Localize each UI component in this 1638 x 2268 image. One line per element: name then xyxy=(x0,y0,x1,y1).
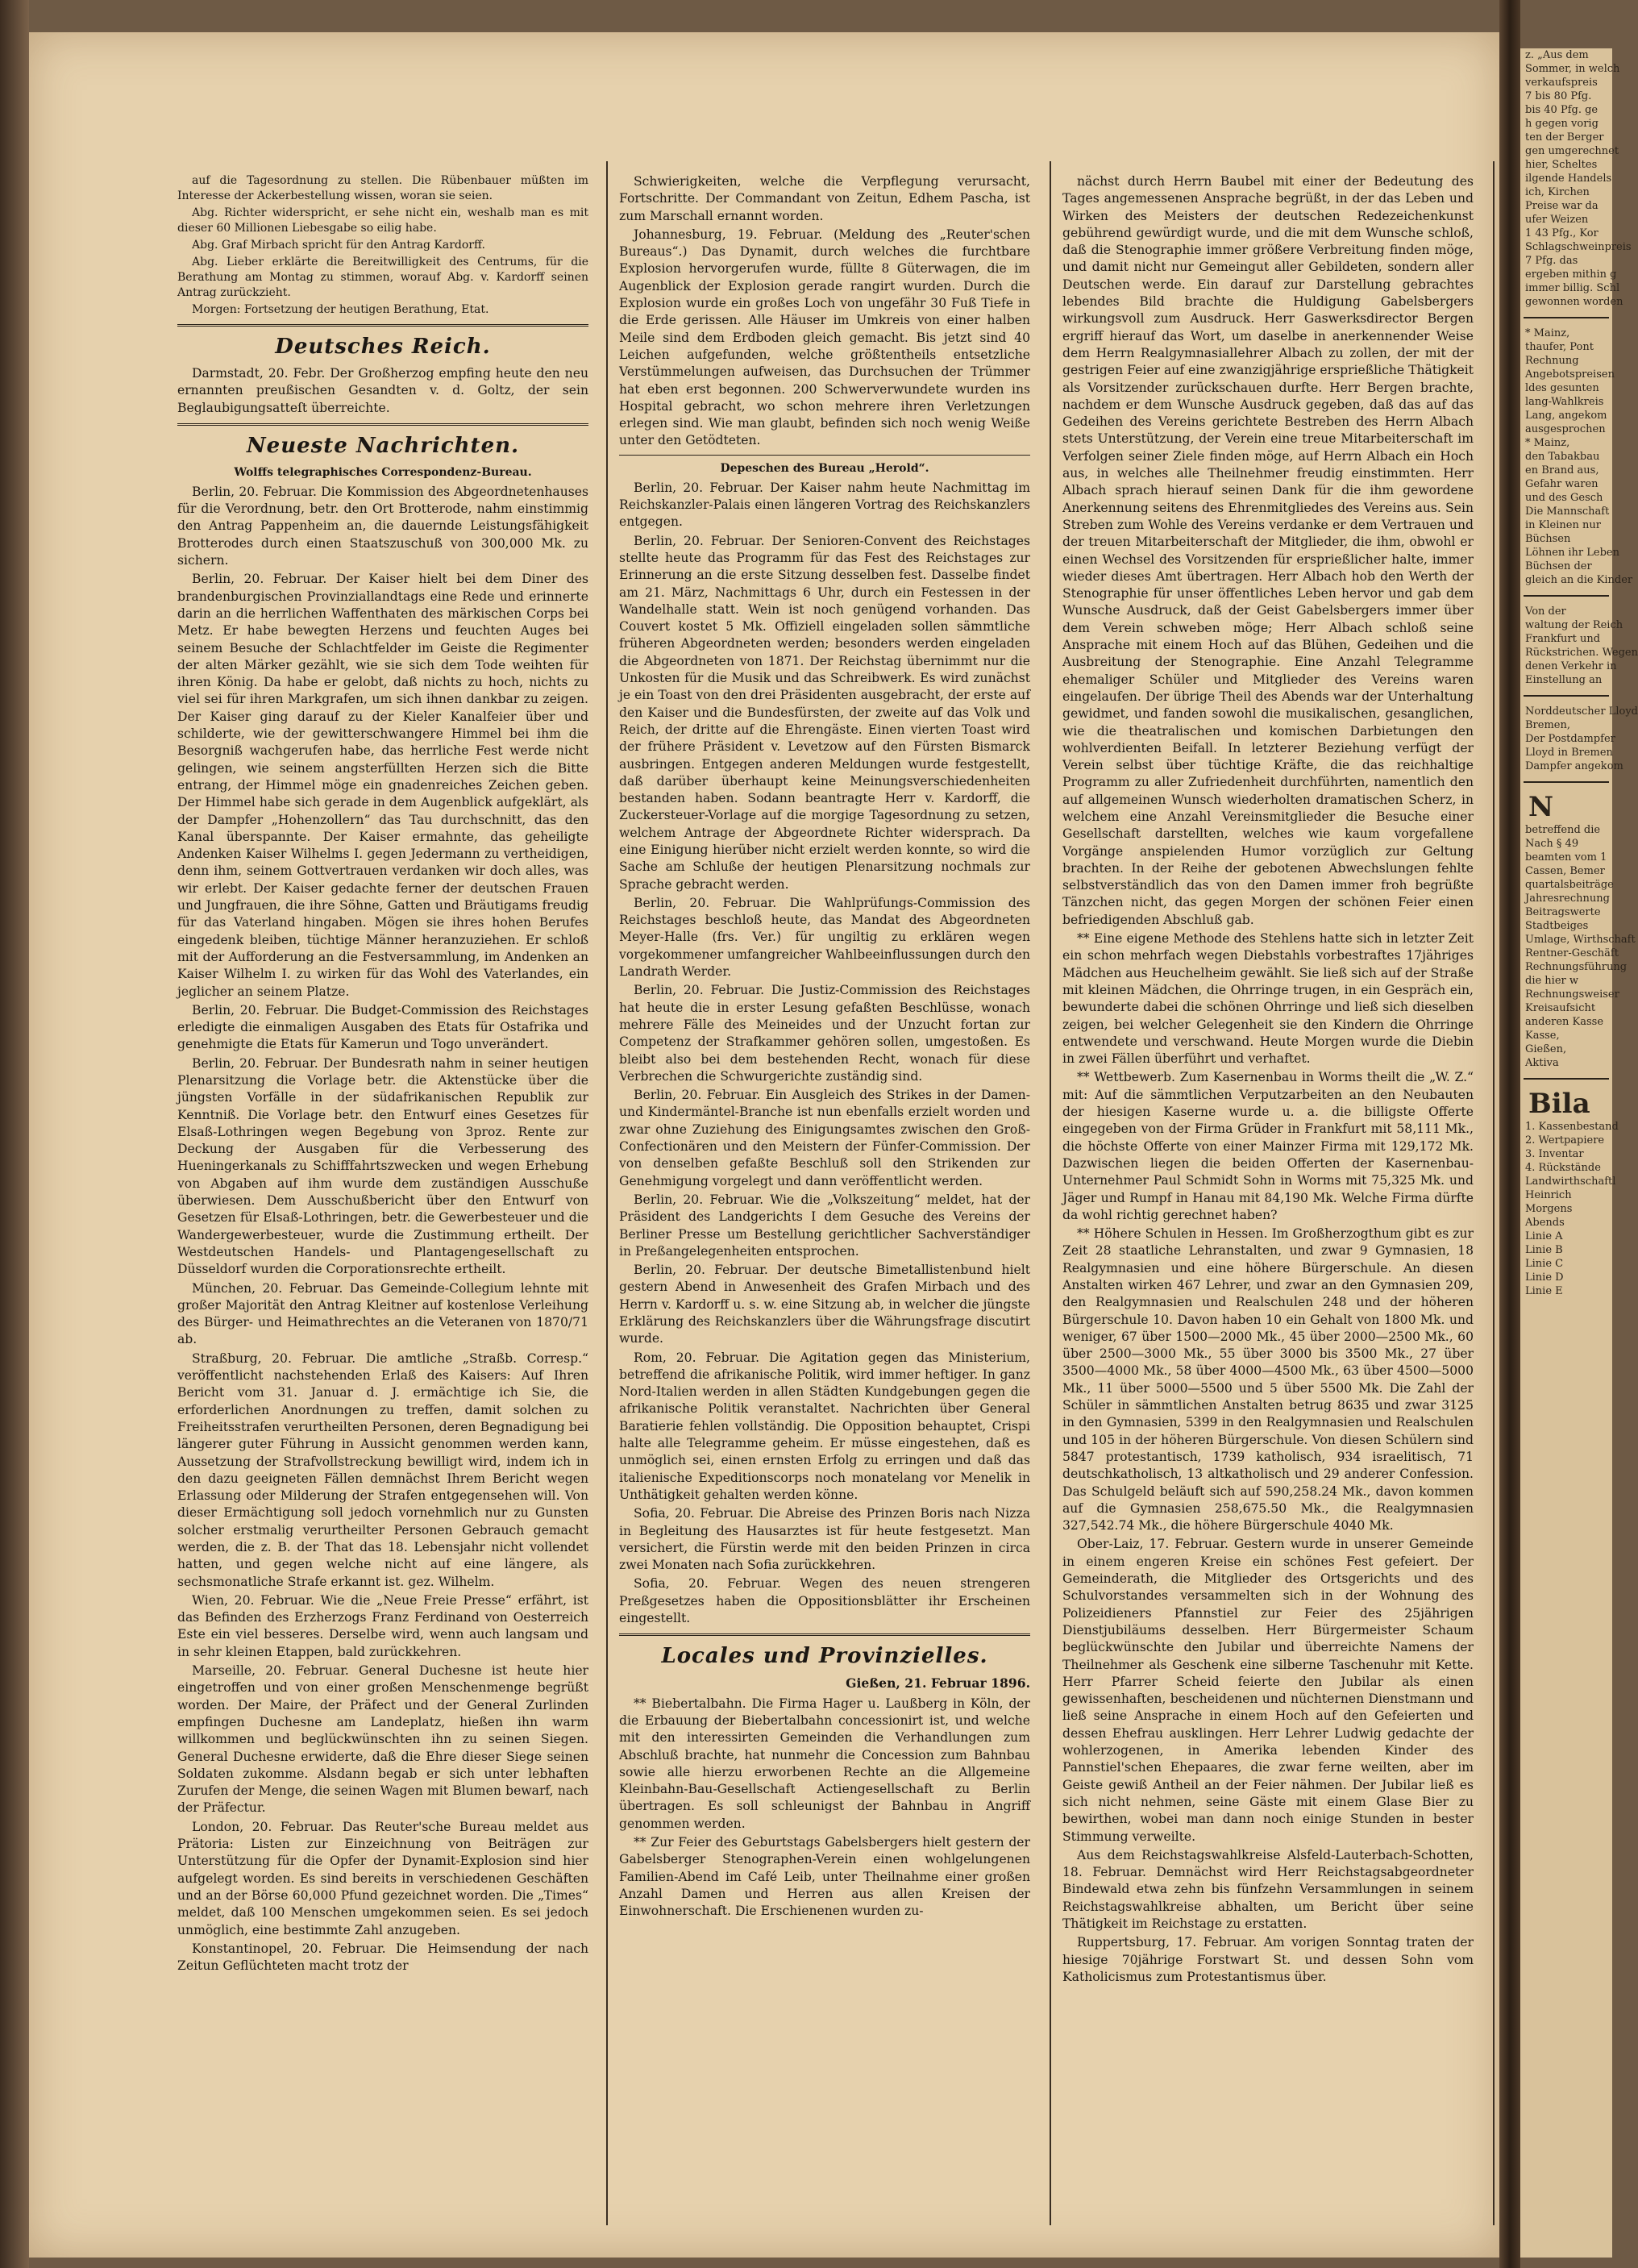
fragment-line: ufer Weizen xyxy=(1525,214,1589,226)
fragment-line: * Mainz, xyxy=(1525,437,1570,449)
fragment-line: Abends xyxy=(1525,1217,1565,1229)
column-1 xyxy=(177,173,588,2237)
article-paragraph: Berlin, 20. Februar. Der Kaiser hielt bei dem Diner des brandenburgischen Provinziallandtags eine Rede und erinnerte darin an die herrlichen Waffenthaten des märkischen Corps bei Metz. Er habe bewegten Herzens und feuchten Auges bei seinem Besuche der Schlachtfelder im Geiste die Regimenter der alten Märker gezählt, wie sie sich dem Tode weihten für ihren König. Da habe er gelobt, daß nichts zu hoch, nichts zu viel sei für ihren Markgrafen, um sich ihnen dankbar zu zeigen. Der Kaiser ging darauf zu der Kieler Kanalfeier über und schilderte, wie der gewitterschwangere Himmel bei ihm die Besorgniß wachgerufen habe, das herrliche Fest werde nicht gelingen, wie seinem angsterfüllten Herzen sich die Bitte entrang, der Himmel möge ein gnadenreiches Zeichen geben. Der Himmel habe sich gerade in dem Augenblick aufgeklärt, als der Dampfer „Hohenzollern“ das Tau durchschnitt, das den Kanal überspannte. Der Kaiser ermahnte, das geheiligte Andenken Kaiser Wilhelms I. gegen Jedermann zu vertheidigen, denn ihm, seinem Gottvertrauen verdanken wir doch alles, was wir erlebt. Der Kaiser gedachte ferner der deutschen Frauen und Jungfrauen, die ihre Söhne, Gatten und Bräutigams freudig für das Vaterland hingaben. Mögen sie ihres hohen Berufes eingedenk bleiben, tüchtige Männer heranzuziehen. Er schloß mit der Aufforderung an die Festversammlung, im Andenken an Kaiser Wilhelm I. zu wirken für das Wohl des Vaterlandes, ein jeglicher an seinem Platze. xyxy=(177,572,588,999)
fragment-line: in Kleinen nur xyxy=(1525,519,1601,531)
facing-page-big-letter: N xyxy=(1528,791,1554,823)
fragment-line: Heinrich xyxy=(1525,1189,1572,1201)
fragment-line: ilgende Handels xyxy=(1525,173,1612,185)
fragment-line: Büchsen xyxy=(1525,533,1571,545)
local-dateline: Gießen, 21. Februar 1896. xyxy=(846,1675,1030,1692)
article-paragraph: Marseille, 20. Februar. General Duchesne ist heute hier eingetroffen und von einer großen Menschenmenge begrüßt worden. Der Maire, der Präfect und der General Zurlinden empfingen Duchesne am Landeplatz, hießen ihn warm willkommen und beglückwünschten ihn zu seinen Siegen. General Duchesne erwiderte, daß die Ehre dieser Siege seinen Soldaten zukomme. Alsdann begab er sich unter lebhaften Zurufen der Menge, die seinen Wagen mit Blumen bewarf, nach der Präfectur. xyxy=(177,1663,588,1816)
article-paragraph: Aus dem Reichstagswahlkreise Alsfeld-Lauterbach-Schotten, 18. Februar. Demnächst wird Herr Reichstagsabgeordneter Bindewald etwa zehn bis fünfzehn Versammlungen in seinem Reichstagswahlkreise abhalten, um Bericht über seine Thätigkeit im Reichstage zu erstatten. xyxy=(1062,1847,1474,1931)
fragment-line: Landwirthschaftl xyxy=(1525,1176,1616,1188)
facing-page-fragment xyxy=(1520,48,1638,2258)
wolff-bureau-subtitle: Wolffs telegraphisches Correspondenz-Bureau. xyxy=(234,465,532,479)
fragment-line: immer billig. Schl xyxy=(1525,282,1620,294)
fragment-line: Stadtbeiges xyxy=(1525,920,1589,932)
fragment-line: Die Mannschaft xyxy=(1525,506,1610,518)
fragment-line: Linie C xyxy=(1525,1258,1564,1270)
fragment-line: Löhnen ihr Leben xyxy=(1525,547,1619,559)
fragment-line: gleich an die Kinder xyxy=(1525,574,1633,586)
local-news xyxy=(619,1696,1030,1921)
fragment-line: 2. Wertpapiere xyxy=(1525,1134,1605,1146)
fragment-line: ldes gesunten xyxy=(1525,382,1599,394)
column-2 xyxy=(619,173,1030,2237)
divider xyxy=(1524,781,1609,783)
fragment-line: Aktiva xyxy=(1525,1057,1559,1069)
fragment-line: 1 43 Pfg., Kor xyxy=(1525,227,1599,239)
facing-page-notice xyxy=(1520,823,1636,1070)
fragment-line: Der Postdampfer xyxy=(1525,733,1615,745)
neueste-nachrichten-body xyxy=(177,484,588,1975)
section-divider xyxy=(177,423,588,426)
fragment-line: 3. Inventar xyxy=(1525,1148,1584,1160)
fragment-line: Gefahr waren xyxy=(1525,478,1599,490)
fragment-line: waltung der Reich xyxy=(1525,619,1623,631)
section-divider xyxy=(619,1633,1030,1636)
fragment-line: en Brand aus, xyxy=(1525,464,1599,476)
deutsches-reich-body xyxy=(177,365,588,417)
fragment-line: Frankfurt und xyxy=(1525,633,1601,645)
fragment-line: Nach § 49 xyxy=(1525,838,1579,850)
article-paragraph: Abg. Richter widerspricht, er sehe nicht ein, weshalb man es mit dieser 60 Millionen Liebesgabe so eilig habe. xyxy=(177,206,588,235)
fragment-line: lang-Wahlkreis xyxy=(1525,396,1604,408)
article-paragraph: Berlin, 20. Februar. Der Kaiser nahm heute Nachmittag im Reichskanzler-Palais einen längeren Vortrag des Reichskanzlers entgegen. xyxy=(619,480,1030,530)
column-rule-1 xyxy=(606,161,608,2225)
fragment-line: * Mainz, xyxy=(1525,327,1570,339)
article-paragraph: ** Biebertalbahn. Die Firma Hager u. Laußberg in Köln, der die Erbauung der Biebertalbahn concessionirt ist, und welche mit den interessirten Gemeinden die Verhandlungen zum Abschluß brachte, hat nunmehr die Concession zum Bahnbau sowie alle hierzu erworbenen Rechte an die Allgemeine Kleinbahn-Bau-Gesellschaft Actiengesellschaft zu Berlin übertragen. Es soll schleunigst der Bahnbau in Angriff genommen werden. xyxy=(619,1696,1030,1831)
facing-page-top xyxy=(1520,48,1632,309)
article-paragraph: Berlin, 20. Februar. Die Kommission des Abgeordnetenhauses für die Verordnung, betr. den Ort Brotterode, nahm einstimmig den Antrag Pappenheim an, die dauernde Leistungsfähigkeit Brotterodes durch einen Staatszuschuß von 300,000 Mk. zu sichern. xyxy=(177,484,588,568)
article-paragraph: Ruppertsburg, 17. Februar. Am vorigen Sonntag traten der hiesige 70jährige Forstwart St. und dessen Sohn vom Katholicismus zum Protestantismus über. xyxy=(1062,1935,1474,1984)
fragment-line: hier, Scheltes xyxy=(1525,159,1598,171)
article-paragraph: Straßburg, 20. Februar. Die amtliche „Straßb. Corresp.“ veröffentlicht nachstehenden Erlaß des Kaisers: Auf Ihren Bericht vom 31. Januar d. J. ermächtige ich Sie, die erforderlichen Anordnungen zu treffen, damit solchen zu Freiheitsstrafen verurtheilten Personen, deren Begnadigung bei längerer guter Führung in Aussicht genommen werden kann, Aussetzung der Strafvollstreckung bewilligt wird, indem ich in den dazu geeigneten Fällen demnächst Ihrem Bericht wegen Erlassung oder Milderung der Strafen entgegensehen will. Von dieser Ermächtigung soll jedoch vornehmlich nur zu Gunsten solcher erstmalig verurtheilter Personen Gebrauch gemacht werden, die z. B. der That das 18. Lebensjahr nicht vollendet hatten, und gegen welche nicht auf eine längere, als sechsmonatliche Strafe erkannt ist. gez. Wilhelm. xyxy=(177,1350,588,1589)
fragment-line: Angebotspreisen xyxy=(1525,368,1615,381)
fragment-line: Rentner-Geschäft xyxy=(1525,947,1619,959)
article-paragraph: ** Eine eigene Methode des Stehlens hatte sich in letzter Zeit ein schon mehrfach wegen Diebstahls vorbestraftes 17jähriges Mädchen aus Heuchelheim gewählt. Sie ließ sich auf der Straße mit kleinen Mädchen, die Ohrringe trugen, in ein Gespräch ein, bewunderte dabei die schönen Ohrringe und ließ sich dieselben zeigen, bei welcher Gelegenheit sie den Kindern die Ohrringe entwendete und verschwand. Heute Morgen wurde die Diebin in zwei Fällen überführt und verhaftet. xyxy=(1062,931,1474,1067)
fragment-line: Kreisaufsicht xyxy=(1525,1002,1596,1014)
fragment-line: betreffend die xyxy=(1525,824,1601,836)
fragment-line: 4. Rückstände xyxy=(1525,1162,1601,1174)
article-paragraph: Ober-Laiz, 17. Februar. Gestern wurde in unserer Gemeinde in einem engeren Kreise ein schönes Fest gefeiert. Der Gemeinderath, die Mitglieder des Ortsgerichts und des Schulvorstandes versammelten sich in der Wohnung des Polizeidieners Pfannstiel zur Feier des 25jährigen Dienstjubiläums desselben. Herr Bürgermeister Schaum beglückwünschte den Jubilar und überreichte Namens der Theilnehmer als Geschenk eine silberne Taschenuhr mit Kette. Herr Pfarrer Scheid feierte den Jubilar als einen gewissenhaften, bescheidenen und nüchternen Dienstmann und ließ seine Ansprache in einem Hoch auf den Gefeierten und dessen Ehefrau ausklingen. Herr Lehrer Ludwig gedachte der wohlerzogenen, in Amerika lebenden Kinder des Pannstiel'schen Ehepaares, die zwar ferne weilten, aber im Geiste gewiß Antheil an der Feier nähmen. Der Jubilar ließ es sich nicht nehmen, seine Gäste mit einem Glase Bier zu bewirthen, wobei man dann noch einige Stunden in bester Stimmung verweilte. xyxy=(1062,1537,1474,1844)
facing-page-shipping xyxy=(1520,705,1638,773)
fragment-line: Von der xyxy=(1525,605,1566,618)
article-paragraph: Berlin, 20. Februar. Der Senioren-Convent des Reichstages stellte heute das Programm für das Fest des Reichstages zur Erinnerung an die erste Sitzung desselben fest. Dasselbe findet am 21. März, Nachmittags 6 Uhr, durch ein Festessen in der Wandelhalle statt. Wein ist noch genügend vorhanden. Das Couvert kostet 5 Mk. Offiziell eingeladen sollen sämmtliche früheren Abgeordneten werden; besonders werden eingeladen die Abgeordneten von 1871. Der Reichstag übernimmt nur die Unkosten für die Musik und das Schreibwerk. Es wird zunächst je ein Toast von den drei Präsidenten ausgebracht, der erste auf den Kaiser und die Bundesfürsten, der zweite auf das Volk und Reich, der dritte auf die Ehrengäste. Einen vierten Toast wird der frühere Präsident v. Levetzow auf den Fürsten Bismarck ausbringen. Entgegen anderen Meldungen wurde festgestellt, daß darüber überhaupt keine Meinungsverschiedenheiten bestanden haben. Sodann beantragte Herr v. Kardorff, die Zuckersteuer-Vorlage auf die morgige Tagesordnung zu setzen, welchem Antrage der Abgeordnete Richter widersprach. Da eine Einigung hierüber nicht erzielt werden konnte, so wird die Sache am Schluße der heutigen Plenarsitzung nochmals zur Sprache gebracht werden. xyxy=(619,533,1030,892)
article-paragraph: Konstantinopel, 20. Februar. Die Heimsendung der nach Zeitun Geflüchteten macht trotz der xyxy=(177,1941,588,1974)
article-paragraph: London, 20. Februar. Das Reuter'sche Bureau meldet aus Prätoria: Listen zur Einzeichnung von Beiträgen zur Unterstützung für die Opfer der Dynamit-Explosion sind hier aufgelegt worden. Es sind bereits in verschiedenen Geschäften und an der Börse 60,000 Pfund gezeichnet worden. Die „Times“ meldet, daß 100 Menschen umgekommen seien. Es sei jedoch unmöglich, eine bestimmte Zahl anzugeben. xyxy=(177,1819,588,1937)
fragment-line: Norddeutscher Lloyd xyxy=(1525,705,1638,718)
article-paragraph: Berlin, 20. Februar. Ein Ausgleich des Strikes in der Damen- und Kindermäntel-Branche ist nun ebenfalls erzielt worden und zwar ohne Zuziehung des Einigungsamtes zwischen den Groß-Confectionären und den Meistern der Fünfer-Commission. Der von denselben gefaßte Beschluß soll den Strikenden zur Genehmigung vorgelegt und dann veröffentlicht werden. xyxy=(619,1088,1030,1188)
fragment-line: gen umgerechnet xyxy=(1525,145,1619,157)
continued-news xyxy=(619,173,1030,450)
article-paragraph: Darmstadt, 20. Febr. Der Großherzog empfing heute den neu ernannten preußischen Gesandten v. d. Goltz, der sein Beglaubigungsatteſt überreichte. xyxy=(177,366,588,415)
fragment-line: Morgens xyxy=(1525,1203,1573,1215)
book-edge xyxy=(0,0,29,2268)
fragment-line: die hier w xyxy=(1525,975,1579,987)
article-paragraph: ** Wettbewerb. Zum Kasernenbau in Worms theilt die „W. Z.“ mit: Auf die sämmtlichen Verputzarbeiten an den Neubauten der hiesigen Kaserne wurde u. a. die billigste Offerte eingegeben von der Firma Grüder in Frankfurt mit 58,111 Mk., die höchste Offerte von einer Mainzer Firma mit 129,172 Mk. Dazwischen liegen die beiden Offerten der Kasernenbau-Unternehmer Paul Schmidt Sohn in Worms mit 75,325 Mk. und Jäger und Rumpf in Hanau mit 84,190 Mk. Welche Firma dürfte da wohl richtig gerechnet haben? xyxy=(1062,1070,1474,1222)
fragment-line: z. „Aus dem xyxy=(1525,49,1589,61)
column-rule-3 xyxy=(1493,161,1495,2225)
article-paragraph: Johannesburg, 19. Februar. (Meldung des „Reuter'schen Bureaus“.) Das Dynamit, durch welches die furchtbare Explosion hervorgerufen wurde, füllte 8 Güterwagen, die im Augenblick der Explosion gerade rangirt wurden. Durch die Explosion wurde ein großes Loch von ungefähr 30 Fuß Tiefe in die Erde gerissen. Alle Häuser im Umkreis von einer halben Meile sind dem Erdboden gleich gemacht. Bis jetzt sind 40 Leichen aufgefunden, welche größtentheils entsetzliche Verstümmelungen aufweisen, das Durchsuchen der Trümmer hat eben erst begonnen. 200 Schwerverwundete wurden ins Hospital gebracht, wo schon mehrere ihren Verletzungen erlegen sind. Wie man glaubt, befinden sich noch wenig Weiße unter den Getödteten. xyxy=(619,227,1030,448)
section-title-locales: Locales und Provinzielles. xyxy=(661,1644,988,1669)
fragment-line: 7 Pfg. das xyxy=(1525,255,1578,267)
article-paragraph: ** Zur Feier des Geburtstags Gabelsbergers hielt gestern der Gabelsberger Stenographen-Verein einen wohlgelungenen Familien-Abend im Café Leib, unter Theilnahme einer großen Anzahl Damen und Herren aus allen Kreisen der Einwohnerschaft. Die Erschienenen wurden zu- xyxy=(619,1835,1030,1919)
fragment-line: denen Verkehr in xyxy=(1525,660,1617,672)
fragment-line: Schlagschweinpreis xyxy=(1525,241,1632,253)
fragment-line: Sommer, in welch xyxy=(1525,63,1620,75)
column-3 xyxy=(1062,173,1474,2237)
herold-dispatches xyxy=(619,480,1030,1628)
fragment-line: Linie E xyxy=(1525,1285,1563,1297)
fragment-line: Kasse, xyxy=(1525,1030,1560,1042)
article-paragraph: Morgen: Fortsetzung der heutigen Berathung, Etat. xyxy=(192,303,489,316)
fragment-line: Rechnungsführung xyxy=(1525,961,1628,973)
facing-page-bottom xyxy=(1520,1120,1619,1298)
fragment-line: Einstellung an xyxy=(1525,674,1603,686)
herold-subtitle: Depeschen des Bureau „Herold“. xyxy=(720,461,929,475)
article-paragraph: Wien, 20. Februar. Wie die „Neue Freie Presse“ erfährt, ist das Befinden des Erzherzogs Franz Ferdinand von Oesterreich Este ein viel besseres. Derselbe wird, wenn auch langsam und in sehr kleinen Etappen, bald zurückkehren. xyxy=(177,1592,588,1659)
article-paragraph: Berlin, 20. Februar. Die Wahlprüfungs-Commission des Reichstages beschloß heute, das Mandat des Abgeordneten Meyer-Halle (frs. Ver.) für ungiltig zu erklären wegen vorgekommener umfangreicher Wahlbeeinflussungen durch den Landrath Werder. xyxy=(619,895,1030,980)
divider xyxy=(1524,595,1609,597)
fragment-line: ausgesprochen xyxy=(1525,423,1606,435)
fragment-line: Linie B xyxy=(1525,1244,1563,1256)
local-news-continued xyxy=(1062,173,1474,1986)
article-paragraph: Schwierigkeiten, welche die Verpflegung verursacht, Fortschritte. Der Commandant von Zeitun, Edhem Pascha, ist zum Marschall ernannt worden. xyxy=(619,174,1030,223)
fragment-line: ich, Kirchen xyxy=(1525,186,1590,198)
fragment-line: verkaufspreis xyxy=(1525,77,1598,89)
fragment-line: h gegen vorig xyxy=(1525,118,1599,130)
facing-page-big-letters: Bila xyxy=(1528,1088,1590,1120)
fragment-line: Rückstrichen. Wegen xyxy=(1525,647,1638,659)
fragment-line: 7 bis 80 Pfg. xyxy=(1525,90,1592,102)
article-paragraph: Berlin, 20. Februar. Der Bundesrath nahm in seiner heutigen Plenarsitzung die Vorlage betr. die Aktenstücke über die jüngsten Vorfälle in der südafrikanischen Republik zur Kenntniß. Die Vorlage betr. den Entwurf eines Gesetzes für Elsaß-Lothringen wegen Begebung von 3proz. Rente zur Deckung der Ausgaben für die Verbesserung des Hueningerkanals zu Schifffahrtszwecken und wegen Erhebung von Abgaben auf ihm wurde dem zuständigen Ausschuße überwiesen. Dem Ausschußbericht über den Entwurf von Gesetzen für Elsaß-Lothringen, betr. die Gewerbesteuer und die Wandergewerbesteuer, wurde die Zustimmung ertheilt. Der Westdeutschen Handels- und Plantagengesellschaft zu Düsseldorf wurden die Corporationsrechte ertheilt. xyxy=(177,1055,588,1277)
fragment-line: Beitragswerte xyxy=(1525,906,1601,918)
fragment-line: Rechnungsweiser xyxy=(1525,988,1619,1001)
fragment-line: Linie D xyxy=(1525,1271,1564,1284)
fragment-line: Gießen, xyxy=(1525,1043,1567,1055)
fragment-line: den Tabakbau xyxy=(1525,451,1600,463)
fragment-line: Jahresrechnung xyxy=(1525,893,1610,905)
fragment-line: anderen Kasse xyxy=(1525,1016,1604,1028)
facing-page-lower xyxy=(1520,605,1638,687)
fragment-line: thaufer, Pont xyxy=(1525,341,1594,353)
divider xyxy=(1524,317,1609,318)
article-paragraph: Sofia, 20. Februar. Wegen des neuen strengeren Preßgesetzes haben die Oppositionsblätter ihr Erscheinen eingestellt. xyxy=(619,1576,1030,1626)
fragment-line: Umlage, Wirthschaft xyxy=(1525,934,1636,946)
fragment-line: Dampfer angekom xyxy=(1525,760,1623,772)
fragment-line: beamten vom 1 xyxy=(1525,851,1607,864)
section-title-neueste-nachrichten: Neueste Nachrichten. xyxy=(246,433,520,458)
article-paragraph: nächst durch Herrn Baubel mit einer der Bedeutung des Tages angemessenen Ansprache begrüßt, in der das Leben und Wirken des Meisters der deutschen Redezeichenkunst gebührend gewürdigt wurde, und die mit dem Wunsche schloß, daß die Stenographie immer größere Verbreitung finden möge, und damit nicht nur Gemeingut aller Gebildeten, sondern aller Deutschen werde. Ein darauf zur Darstellung gebrachtes lebendes Bild brachte die Huldigung Gabelsbergers wirkungsvoll zum Ausdruck. Herr Gaswerksdirector Bergen ergriff hierauf das Wort, um daselbe in anerkennender Weise dem Herrn Realgymnasiallehrer Albach zu zollen, der mit der gestrigen Feier auf eine zwanzigjährige ersprießliche Thätigkeit als Vorsitzender zurückschauen durfte. Herr Bergen brachte, nachdem er dem Wunsche Ausdruck gegeben, daß das auf das Gedeihen des Vereins gerichtete Bestreben des Herrn Albach stets Unterstützung, der Verein eine treue Mitarbeiterschaft im Verfolgen seiner Ziele finden möge, auf Herrn Albach ein Hoch aus, in welches alle Theilnehmer freudig einstimmten. Herr Albach sprach hierauf seinen Dank für die ihm gewordene Anerkennung seitens des Ehrenmitgliedes des Vereins aus. Sein Streben zum Wohle des Vereins verdanke er dem Vertrauen und der treuen Mitarbeiterschaft der Mitglieder, die ihm, obwohl er einen Wechsel des Vorsitzenden für ersprießlicher halte, immer wieder dieses Amt übertragen. Herr Albach hob den Werth der Stenographie für unser öffentliches Leben hervor und gab dem Wunsche Ausdruck, daß der Geist Gabelsbergers immer über dem Verein schweben möge; Herr Albach schloß seine Ansprache mit einem Hoch auf das Blühen, Gedeihen und die Ausbreitung der Stenographie. Eine Anzahl Telegramme ehemaliger Schüler und Mitglieder des Vereins waren eingelaufen. Der übrige Theil des Abends war der Unterhaltung gewidmet, und fanden sowohl die musikalischen, gesanglichen, wie die theatralischen und komischen Darbietungen den wohlverdienten Beifall. In letzterer Beziehung verfügt der Verein selbst über tüchtige Kräfte, die das reichhaltige Programm zu aller Zufriedenheit durchführten, namentlich den auf allgemeinen Wunsch wiederholten dramatischen Scherz, in welchem eine Anzahl Vereinsmitglieder die Besuche einer Gesellschaft darstellten, welches wie kaum vorgefallene Vorgänge anspielenden Humor vorzüglich zur Geltung brachten. In der Reihe der gebotenen Abwechslungen fehlte selbstverständlich das von den Damen immer froh begrüßte Tänzchen nicht, das gegen Morgen der schönen Feier einen befriedigenden Abschluß gab. xyxy=(1062,174,1474,927)
fragment-line: Lang, angekom xyxy=(1525,410,1607,422)
divider xyxy=(1524,695,1609,697)
fragment-line: bis 40 Pfg. ge xyxy=(1525,104,1599,116)
fragment-line: ergeben mithin g xyxy=(1525,268,1617,281)
fragment-line: Büchsen der xyxy=(1525,560,1592,572)
article-paragraph: Sofia, 20. Februar. Die Abreise des Prinzen Boris nach Nizza in Begleitung des Hausarztes ist für heute festgesetzt. Man versichert, die Fürstin werde mit den beiden Prinzen in circa zwei Monaten nach Sofia zurückkehren. xyxy=(619,1506,1030,1573)
article-paragraph: Rom, 20. Februar. Die Agitation gegen das Ministerium, betreffend die afrikanische Politik, wird immer heftiger. In ganz Nord-Italien werden in allen Städten Kundgebungen gegen die afrikanische Politik veranstaltet. Nachrichten über General Baratierie fehlen vollständig. Die Opposition behauptet, Crispi halte alle Telegramme geheim. Er müsse eingestehen, daß es unmöglich sei, einen ernsten Erfolg zu erringen und daß das italienische Expeditionscorps noch monatelang vor Menelik in Unthätigkeit gehalten werden könne. xyxy=(619,1350,1030,1502)
fragment-line: Lloyd in Bremen xyxy=(1525,747,1613,759)
book-spine xyxy=(1499,0,1520,2268)
article-paragraph: Berlin, 20. Februar. Die Budget-Commission des Reichstages erledigte die einmaligen Ausgaben des Etats für Ostafrika und genehmigte die Etats für Kamerun und Togo unverändert. xyxy=(177,1002,588,1052)
fragment-line: und des Gesch xyxy=(1525,492,1603,504)
article-paragraph: Abg. Lieber erklärte die Bereitwilligkeit des Centrums, für die Berathung am Montag zu stimmen, worauf Abg. v. Kardorff seinen Antrag zurückzieht. xyxy=(177,256,588,299)
fragment-line: Rechnung xyxy=(1525,355,1579,367)
article-paragraph: ** Höhere Schulen in Hessen. Im Großherzogthum gibt es zur Zeit 28 staatliche Lehranstalten, und zwar 9 Gymnasien, 18 Realgymnasien und eine höhere Bürgerschule. An diesen Anstalten wirken 467 Lehrer, und zwar an den Gymnasien 209, den Realgymnasien und Realschulen 248 und der höheren Bürgerschule 10. Davon haben 10 ein Gehalt von 1800 Mk. und weniger, 67 über 1500—2000 Mk., 45 über 2000—2500 Mk., 60 über 2500—3000 Mk., 55 über 3000 bis 3500 Mk., 27 über 3500—4000 Mk., 58 über 4000—4500 Mk., 63 über 4500—5000 Mk., 11 über 5000—5500 und 5 über 5500 Mk. Die Zahl der Schüler in sämmtlichen Anstalten betrug 8635 und zwar 3125 in den Gymnasien, 5399 in den Realgymnasien und Realschulen und 105 in der höheren Bürgerschule. Von diesen Schülern sind 5847 protestantisch, 1739 katholisch, 934 israelitisch, 71 deutschkatholisch, 13 altkatholisch und 29 anderer Confession. Das Schulgeld beläuft sich auf 590,258.24 Mk., davon kommen auf die Gymnasien 258,675.50 Mk., die Realgymnasien 327,542.74 Mk., die höhere Bürgerschule 4040 Mk. xyxy=(1062,1226,1474,1534)
facing-page-middle xyxy=(1520,327,1633,587)
article-paragraph: Berlin, 20. Februar. Der deutsche Bimetallistenbund hielt gestern Abend in Anwesenheit des Grafen Mirbach und des Herrn v. Kardorff u. s. w. eine Sitzung ab, in welcher die jüngste Erklärung des Reichskanzlers über die Währungsfrage discutirt wurde. xyxy=(619,1263,1030,1346)
fragment-line: Preise war da xyxy=(1525,200,1599,212)
parliament-report xyxy=(177,173,588,318)
fragment-line: 1. Kassenbestand xyxy=(1525,1121,1619,1133)
fragment-line: Cassen, Bemer xyxy=(1525,865,1605,877)
fragment-line: ten der Berger xyxy=(1525,131,1604,144)
section-divider xyxy=(177,324,588,327)
fragment-line: Bremen, xyxy=(1525,719,1570,731)
article-paragraph: Berlin, 20. Februar. Wie die „Volkszeitung“ meldet, hat der Präsident des Landgerichts I dem Gesuche des Vereins der Berliner Presse um Bestellung gerichtlicher Sachverständiger in Preßangelegenheiten entsprochen. xyxy=(619,1192,1030,1259)
divider xyxy=(1524,1078,1609,1080)
article-paragraph: Abg. Graf Mirbach spricht für den Antrag Kardorff. xyxy=(192,239,485,252)
column-rule-2 xyxy=(1050,161,1051,2225)
fragment-line: quartalsbeiträge xyxy=(1525,879,1614,891)
section-title-deutsches-reich: Deutsches Reich. xyxy=(275,335,491,359)
article-paragraph: auf die Tagesordnung zu stellen. Die Rübenbauer müßten im Interesse der Ackerbestellung wissen, woran sie seien. xyxy=(177,174,588,202)
fragment-line: gewonnen worden xyxy=(1525,296,1623,308)
divider xyxy=(619,455,1030,456)
article-paragraph: Berlin, 20. Februar. Die Justiz-Commission des Reichstages hat heute die in erster Lesung gefaßten Beschlüsse, wonach mehrere Fälle des Meineides und der Unzucht fortan zur Competenz der Strafkammer gehören sollen, umgestoßen. Es bleibt also bei dem bestehenden Recht, wonach für diese Verbrechen die Schwurgerichte zuständig sind. xyxy=(619,983,1030,1084)
article-paragraph: München, 20. Februar. Das Gemeinde-Collegium lehnte mit großer Majorität den Antrag Kleitner auf kostenlose Verleihung des Bürger- und Heimathrechtes an die Veteranen von 1870/71 ab. xyxy=(177,1280,588,1347)
fragment-line: Linie A xyxy=(1525,1230,1563,1242)
